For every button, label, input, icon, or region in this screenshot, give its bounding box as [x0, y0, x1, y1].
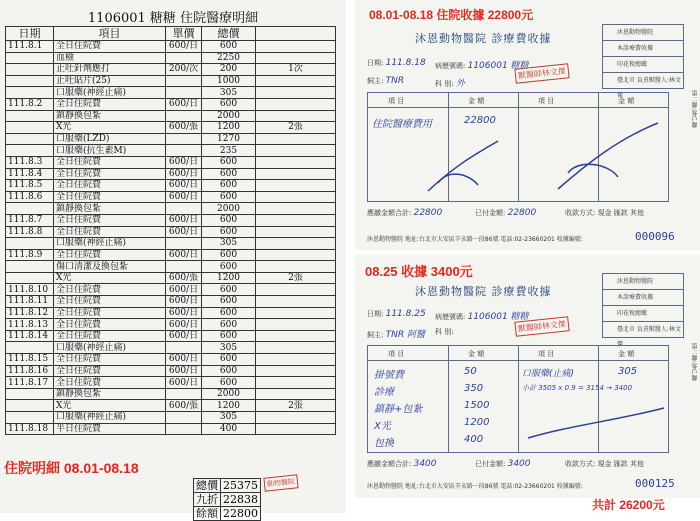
table-row	[6, 365, 336, 377]
detail-header-row	[6, 27, 336, 41]
receipt1-strike-marks	[368, 93, 668, 201]
receipt2-items-grid: 項 目 金 額 項 目 金 額 掛號費 50 診療 350 鎮靜+包紮 1500 X光 1200 包換 400 口服藥(止痛) 305 小計 3505 x 0.9 = 3154 → 3400	[367, 345, 669, 453]
table-cell: 2張	[256, 122, 336, 134]
table-cell	[6, 133, 54, 145]
receipt1-owner: 飼主: TNR	[367, 76, 405, 86]
table-cell: 111.8.3	[6, 156, 54, 168]
table-cell: 600	[202, 296, 256, 308]
receipt2-amount: 400	[464, 434, 484, 445]
table-cell: 600/日	[166, 330, 202, 342]
table-cell	[256, 203, 336, 215]
table-cell: 600	[202, 284, 256, 296]
table-cell	[256, 226, 336, 238]
receipt2-strike-mark	[368, 346, 668, 452]
table-cell: 全日住院費	[54, 377, 166, 389]
receipt1-vet-stamp: 獸醫師林文傑	[514, 63, 569, 84]
table-cell: 600/日	[166, 156, 202, 168]
table-row	[6, 110, 336, 122]
table-cell	[256, 330, 336, 342]
receipt1-chart: 病歷號碼: 1106001 糖糖	[435, 61, 529, 71]
table-cell	[166, 145, 202, 157]
table-cell: 111.8.2	[6, 98, 54, 110]
table-cell	[256, 214, 336, 226]
table-cell: 600/張	[166, 400, 202, 412]
receipt2-amount: 1200	[464, 417, 490, 428]
table-cell: 全日住院費	[54, 180, 166, 192]
table-cell: 305	[202, 412, 256, 424]
table-cell: 口服藥(神經止痛)	[54, 87, 166, 99]
table-cell: 600/日	[166, 249, 202, 261]
receipt2-side-label: 第二聯:客戶聯	[690, 343, 697, 382]
table-cell: 600/日	[166, 319, 202, 331]
table-row	[6, 400, 336, 412]
table-cell: 止吐貼片(25)	[54, 75, 166, 87]
table-cell: 600	[202, 226, 256, 238]
receipt2-due: 應繳金額合計: 3400	[367, 459, 437, 469]
table-cell: 全日住院費	[54, 354, 166, 366]
table-cell: 1000	[202, 75, 256, 87]
table-cell	[256, 354, 336, 366]
table-cell: 111.8.1	[6, 41, 54, 53]
table-cell: 止吐針劑應打	[54, 64, 166, 76]
receipt2-item: 掛號費	[374, 370, 404, 381]
table-cell: 305	[202, 342, 256, 354]
table-row	[6, 412, 336, 424]
table-cell	[166, 342, 202, 354]
table-row	[6, 133, 336, 145]
table-cell	[256, 145, 336, 157]
receipt2-amount: 305	[618, 366, 638, 377]
receipt2-number: 000125	[635, 477, 675, 490]
table-cell: 全日住院費	[54, 41, 166, 53]
table-cell	[256, 319, 336, 331]
table-cell: X光	[54, 122, 166, 134]
detail-header-cell: 單價	[166, 27, 202, 41]
table-row	[6, 64, 336, 76]
table-cell	[256, 261, 336, 273]
table-cell: 全日住院費	[54, 365, 166, 377]
table-cell	[256, 75, 336, 87]
table-cell	[256, 307, 336, 319]
table-cell	[256, 238, 336, 250]
table-cell: 1次	[256, 64, 336, 76]
table-cell: 600	[202, 156, 256, 168]
table-cell: 全日住院費	[54, 156, 166, 168]
table-row	[6, 87, 336, 99]
table-cell: 600/日	[166, 296, 202, 308]
table-cell	[6, 203, 54, 215]
table-cell: 600/日	[166, 214, 202, 226]
table-row	[6, 342, 336, 354]
totals-value: 22800	[221, 507, 261, 521]
receipt1-number: 000096	[635, 230, 675, 243]
table-cell: 口服藥(神經止痛)	[54, 342, 166, 354]
grand-total: 共計 26200元	[592, 498, 665, 512]
table-cell: 600	[202, 354, 256, 366]
receipt2-item: 小計 3505 x 0.9 = 3154 → 3400	[522, 384, 633, 392]
table-cell: 血檢	[54, 52, 166, 64]
table-row	[6, 238, 336, 250]
table-cell	[6, 145, 54, 157]
table-cell	[6, 64, 54, 76]
table-cell: 111.8.16	[6, 365, 54, 377]
totals-table	[193, 478, 261, 521]
totals-label: 九折	[194, 493, 221, 507]
totals-row	[194, 479, 261, 493]
table-cell: 600/日	[166, 168, 202, 180]
table-cell: 1200	[202, 122, 256, 134]
table-cell: 305	[202, 238, 256, 250]
table-cell: 111.8.5	[6, 180, 54, 192]
receipt2-tax-box: 沐恩動物醫院 本診療費收據 印花稅總繳 臺北市 負責獸醫人:林文傑	[602, 273, 684, 338]
table-cell: 2250	[202, 52, 256, 64]
table-cell: 600/日	[166, 98, 202, 110]
table-cell: 600	[202, 365, 256, 377]
receipt1-paid: 已付金額: 22800	[475, 208, 537, 218]
table-cell	[166, 238, 202, 250]
table-row	[6, 214, 336, 226]
table-row	[6, 423, 336, 435]
table-cell: 全日住院費	[54, 296, 166, 308]
receipt2-item: 口服藥(止痛)	[522, 369, 575, 379]
table-cell: 全日住院費	[54, 191, 166, 203]
table-cell	[256, 423, 336, 435]
receipt2-item: 診療	[374, 387, 394, 398]
detail-header-cell	[256, 27, 336, 41]
table-row	[6, 168, 336, 180]
table-cell: 1200	[202, 400, 256, 412]
receipt2-title: 沐恩動物醫院 診療費收據	[415, 285, 552, 298]
table-cell: 600	[202, 98, 256, 110]
table-cell: 111.8.6	[6, 191, 54, 203]
table-row	[6, 203, 336, 215]
table-cell: 200/次	[166, 64, 202, 76]
table-cell: 口服藥(神經止痛)	[54, 412, 166, 424]
receipt1-item: 住院醫療費用	[372, 119, 432, 130]
detail-caption: 住院明細 08.01-08.18	[4, 460, 139, 476]
table-cell: 600/日	[166, 365, 202, 377]
table-cell: X光	[54, 272, 166, 284]
table-cell: 2張	[256, 272, 336, 284]
table-cell: 600/日	[166, 41, 202, 53]
table-cell: 鎮靜換包紮	[54, 110, 166, 122]
receipt2-amount: 1500	[464, 400, 490, 411]
receipt1-amount: 22800	[464, 115, 496, 126]
table-cell	[256, 133, 336, 145]
receipt1-items-grid: 項 目 金 額 項 目 金 額 住院醫療費用 22800	[367, 92, 669, 202]
receipt1-footer: 沐恩動物醫院 地址:台北市大安區辛亥路一段86號 電話:02-23660201 收據編號:	[367, 236, 583, 243]
table-cell: 600	[202, 307, 256, 319]
table-cell	[166, 52, 202, 64]
table-row	[6, 284, 336, 296]
table-cell	[256, 388, 336, 400]
table-cell	[256, 168, 336, 180]
receipt2-payment-method: 收款方式: 現金 匯款 其他	[565, 460, 645, 468]
table-cell	[166, 87, 202, 99]
table-cell: 600/日	[166, 307, 202, 319]
table-cell	[166, 75, 202, 87]
detail-header-cell: 總價	[202, 27, 256, 41]
table-cell: 全日住院費	[54, 226, 166, 238]
table-row	[6, 354, 336, 366]
detail-header-cell: 日期	[6, 27, 54, 41]
receipt1-caption: 08.01-08.18 住院收據 22800元	[369, 8, 534, 22]
table-cell: 口服藥(LZD)	[54, 133, 166, 145]
table-cell	[256, 377, 336, 389]
receipt2-chart: 病歷號碼: 1106001 糖糖	[435, 312, 529, 322]
table-cell: 111.8.4	[6, 168, 54, 180]
table-cell	[6, 75, 54, 87]
table-row	[6, 98, 336, 110]
receipt2-footer: 沐恩動物醫院 地址:台北市大安區辛亥路一段86號 電話:02-23660201 收據編號:	[367, 483, 583, 490]
table-cell: 2000	[202, 388, 256, 400]
table-row	[6, 191, 336, 203]
table-cell: 600	[202, 377, 256, 389]
table-cell: 600/張	[166, 272, 202, 284]
table-cell: 600	[202, 191, 256, 203]
table-cell: 全日住院費	[54, 214, 166, 226]
table-cell: 200	[202, 64, 256, 76]
receipt2-item: X光	[374, 421, 391, 432]
table-cell: 111.8.9	[6, 249, 54, 261]
totals-row	[194, 507, 261, 521]
table-cell	[166, 388, 202, 400]
table-row	[6, 75, 336, 87]
receipt1-tax-box: 沐恩動物醫院 本診療費收據 印花稅總繳 臺北市 負責獸醫人:林文傑	[602, 24, 684, 89]
table-cell	[166, 133, 202, 145]
table-cell: 111.8.18	[6, 423, 54, 435]
table-row	[6, 388, 336, 400]
table-cell: 600	[202, 41, 256, 53]
table-cell	[256, 342, 336, 354]
table-cell: 600/日	[166, 180, 202, 192]
table-cell	[166, 423, 202, 435]
totals-label: 總價	[194, 479, 221, 493]
table-cell	[6, 261, 54, 273]
table-cell: 半日住院費	[54, 423, 166, 435]
table-cell: 111.8.11	[6, 296, 54, 308]
totals-value: 25375	[221, 479, 261, 493]
detail-header-cell: 項目	[54, 27, 166, 41]
table-cell: 305	[202, 87, 256, 99]
table-cell	[6, 388, 54, 400]
table-cell	[6, 342, 54, 354]
table-cell: 全日住院費	[54, 319, 166, 331]
table-row	[6, 319, 336, 331]
table-cell: 全日住院費	[54, 168, 166, 180]
table-cell: 600/日	[166, 354, 202, 366]
table-cell: 2000	[202, 203, 256, 215]
receipt1-dept: 科 別: 外	[435, 79, 465, 89]
table-cell: 600	[202, 168, 256, 180]
table-row	[6, 330, 336, 342]
table-cell: 111.8.7	[6, 214, 54, 226]
table-cell: 鎮靜換包紮	[54, 203, 166, 215]
table-cell	[6, 52, 54, 64]
table-row	[6, 52, 336, 64]
table-row	[6, 377, 336, 389]
receipt1-due: 應繳金額合計: 22800	[367, 208, 443, 218]
receipt2-owner: 飼主: TNR 阿醫	[367, 330, 425, 340]
receipt1-date: 日期: 111.8.18	[367, 58, 426, 68]
table-cell	[256, 52, 336, 64]
table-cell	[256, 365, 336, 377]
receipt2-amount: 50	[464, 366, 477, 377]
table-cell	[256, 191, 336, 203]
table-cell	[6, 122, 54, 134]
table-row	[6, 122, 336, 134]
receipt1-side-label: 第二聯:客戶聯	[690, 90, 697, 129]
table-cell: 111.8.15	[6, 354, 54, 366]
table-cell	[256, 284, 336, 296]
detail-title: 1106001 糖糖 住院醫療明細	[87, 11, 259, 26]
table-row	[6, 156, 336, 168]
table-cell: 111.8.14	[6, 330, 54, 342]
receipt2-vet-stamp: 獸醫師林文傑	[514, 316, 569, 337]
table-cell: 400	[202, 423, 256, 435]
table-cell: 2張	[256, 400, 336, 412]
table-cell: 1200	[202, 272, 256, 284]
table-cell	[256, 87, 336, 99]
table-cell: 600/日	[166, 226, 202, 238]
table-cell: 600	[202, 330, 256, 342]
table-cell	[256, 249, 336, 261]
table-cell: 鎮靜換包紮	[54, 388, 166, 400]
table-row	[6, 307, 336, 319]
receipt2-item: 鎮靜+包紮	[374, 404, 423, 415]
table-cell: 111.8.17	[6, 377, 54, 389]
totals-row	[194, 493, 261, 507]
receipt2-paid: 已付金額: 3400	[475, 459, 531, 469]
table-cell: 111.8.13	[6, 319, 54, 331]
table-cell	[6, 238, 54, 250]
table-row	[6, 272, 336, 284]
table-cell: 600	[202, 214, 256, 226]
receipt-1	[355, 0, 700, 250]
receipt2-dept: 科 別:	[435, 328, 454, 336]
totals-label: 餘額	[194, 507, 221, 521]
table-cell	[6, 272, 54, 284]
totals-value: 22838	[221, 493, 261, 507]
table-cell	[166, 412, 202, 424]
table-row	[6, 249, 336, 261]
detail-table	[5, 26, 336, 435]
table-cell: 口服藥(神經止痛)	[54, 238, 166, 250]
table-cell	[6, 110, 54, 122]
table-row	[6, 296, 336, 308]
table-cell: 111.8.8	[6, 226, 54, 238]
receipt-2	[355, 255, 700, 498]
table-cell	[256, 41, 336, 53]
table-cell	[256, 296, 336, 308]
table-row	[6, 145, 336, 157]
receipt2-caption: 08.25 收據 3400元	[365, 264, 473, 279]
table-cell: 600/日	[166, 377, 202, 389]
detail-body	[6, 41, 336, 435]
table-cell	[256, 180, 336, 192]
table-cell	[166, 203, 202, 215]
table-cell: 600	[202, 319, 256, 331]
receipt2-item: 包換	[374, 438, 394, 449]
table-cell	[166, 110, 202, 122]
table-cell	[256, 412, 336, 424]
table-cell: 600	[202, 249, 256, 261]
table-row	[6, 261, 336, 273]
table-cell	[166, 261, 202, 273]
table-cell: 600	[202, 261, 256, 273]
table-cell: 600	[202, 180, 256, 192]
table-cell: 口服藥(抗生素M)	[54, 145, 166, 157]
receipt2-amount: 350	[464, 383, 484, 394]
receipt1-title: 沐恩動物醫院 診療費收據	[415, 32, 552, 45]
table-cell: 全日住院費	[54, 98, 166, 110]
table-cell: 1270	[202, 133, 256, 145]
table-row	[6, 226, 336, 238]
table-cell: 600/日	[166, 191, 202, 203]
table-cell: 111.8.12	[6, 307, 54, 319]
hospitalization-detail-sheet	[0, 0, 346, 520]
table-cell	[256, 156, 336, 168]
table-cell: 全日住院費	[54, 307, 166, 319]
table-cell: X光	[54, 400, 166, 412]
table-cell: 600/日	[166, 284, 202, 296]
table-cell: 2000	[202, 110, 256, 122]
table-row	[6, 180, 336, 192]
receipt1-payment-method: 收款方式: 現金 匯款 其他	[565, 209, 645, 217]
table-cell: 全日住院費	[54, 330, 166, 342]
hospital-stamp: 動物醫院	[263, 474, 298, 491]
table-cell	[6, 87, 54, 99]
table-cell: 傷口清潔及換包紮	[54, 261, 166, 273]
table-cell: 111.8.10	[6, 284, 54, 296]
table-cell	[6, 400, 54, 412]
table-cell: 全日住院費	[54, 284, 166, 296]
table-cell	[6, 412, 54, 424]
receipt2-date: 日期: 111.8.25	[367, 309, 426, 319]
table-cell	[256, 110, 336, 122]
table-cell: 600/張	[166, 122, 202, 134]
table-cell: 全日住院費	[54, 249, 166, 261]
table-cell: 235	[202, 145, 256, 157]
table-row	[6, 41, 336, 53]
table-cell	[256, 98, 336, 110]
